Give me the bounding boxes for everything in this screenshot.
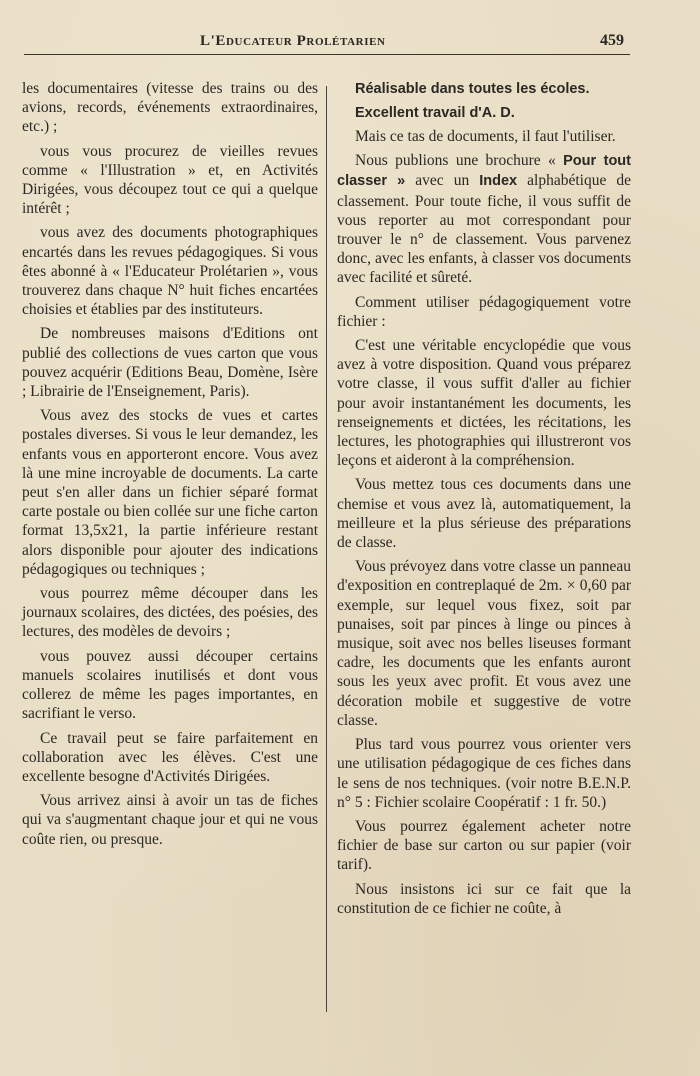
paragraph: Vous pourrez également acheter notre fichier de base sur carton ou sur papier (voir tarif). <box>337 817 631 874</box>
index-term: Index <box>479 173 518 190</box>
right-column <box>337 79 631 923</box>
paragraph: vous avez des documents photographiques encartés dans les revues pédagogiques. Si vous êtes abonné à « l'Educateur Prolétarien », vous trouverez dans chaque N° huit fiches encartées choisies et établies par des instituteurs. <box>22 224 318 319</box>
text-run: avec un <box>405 172 480 190</box>
paragraph: Mais ce tas de documents, il faut l'utiliser. <box>355 128 616 145</box>
paragraph: Vous arrivez ainsi à avoir un tas de fiches qui va s'augmentant chaque jour et qui ne vous coûte rien, ou presque. <box>22 792 318 848</box>
paragraph: Nous insistons ici sur ce fait que la constitution de ce fichier ne coûte, à <box>337 880 631 917</box>
paragraph: Vous avez des stocks de vues et cartes postales diverses. Si vous le leur demandez, les enfants vous en apporteront encore. Vous avez là une mine incroyable de documents. La carte peut s'en aller dans un fichier séparé format carte postale ou bien collée sur une fiche carton format 13,5x21, la partie inférieure restant alors disponible pour ajouter des indications pédagogiques ou techniques ; <box>22 407 318 578</box>
paragraph: vous pouvez aussi découper certains manuels scolaires inutilisés et dont vous collerez de même les pages importantes, en sacrifiant le verso. <box>22 647 318 723</box>
paragraph: De nombreuses maisons d'Editions ont publié des collections de vues carton que vous pouvez acquérir (Editions Beau, Domène, Isère ; Librairie de l'Enseignement, Paris). <box>22 325 318 401</box>
paragraph: vous pourrez même découper dans les journaux scolaires, des dictées, des poésies, des lectures, des modèles de devoirs ; <box>22 585 318 641</box>
text-run: Nous publions une brochure « <box>355 152 564 170</box>
brochure-title: Pour tout classer » <box>337 153 631 190</box>
paragraph: Vous mettez tous ces documents dans une chemise et vous avez là, automatiquement, la meilleure et la plus sérieuse des préparations de classe. <box>337 476 631 552</box>
paragraph <box>337 151 631 287</box>
section-heading: Réalisable dans toutes les écoles. <box>355 81 590 97</box>
paragraph: Ce travail peut se faire parfaitement en collaboration avec les élèves. C'est une excellente besogne d'Activités Dirigées. <box>22 729 318 785</box>
text-run: alphabétique de classement. Pour toute fiche, il vous suffit de vous reporter au mot correspondant pour trouver le n° de classement. Vous parvenez donc, avec les enfants, à classer vos documents avec facilité et sûreté. <box>337 172 631 287</box>
paragraph: vous vous procurez de vieilles revues comme « l'Illustration » et, en Activités Dirigées, vous découpez tout ce qui a quelque intérêt ; <box>22 142 318 218</box>
journal-title: L'Educateur Prolétarien <box>200 33 386 49</box>
paragraph: C'est une véritable encyclopédie que vous avez à votre disposition. Quand vous préparez votre classe, il vous suffit d'aller au fichier pour avoir instantanément les documents, les renseignements et dictées, les récitations, les lectures, les photographies qui illustreront vos leçons et aideront à la compréhension. <box>337 337 631 470</box>
left-column <box>22 79 318 854</box>
page-number: 459 <box>600 32 624 49</box>
paragraph: Plus tard vous pourrez vous orienter vers une utilisation pédagogique de ces fiches dans le sens de nos techniques. (voir notre B.E.N.P. n° 5 : Fichier scolaire Coopératif : 1 fr. 50.) <box>337 736 631 811</box>
section-subheading: Excellent travail d'A. D. <box>355 105 515 121</box>
header-rule <box>24 54 630 55</box>
paragraph: Comment utiliser pédagogiquement votre fichier : <box>337 293 631 330</box>
paragraph: Vous prévoyez dans votre classe un panneau d'exposition en contreplaqué de 2m. × 0,60 par exemple, sur lequel vous fixez, soit par punaises, soit par pinces à linge ou pinces à musique, soit avec nos belles liseuses formant cadre, les documents que les enfants auront sous les yeux avec profit. Et vous avez une décoration mobile et suggestive de votre classe. <box>337 558 631 729</box>
paragraph: les documentaires (vitesse des trains ou des avions, records, événements extraordinaires, etc.) ; <box>22 80 318 136</box>
column-divider <box>326 86 327 1012</box>
